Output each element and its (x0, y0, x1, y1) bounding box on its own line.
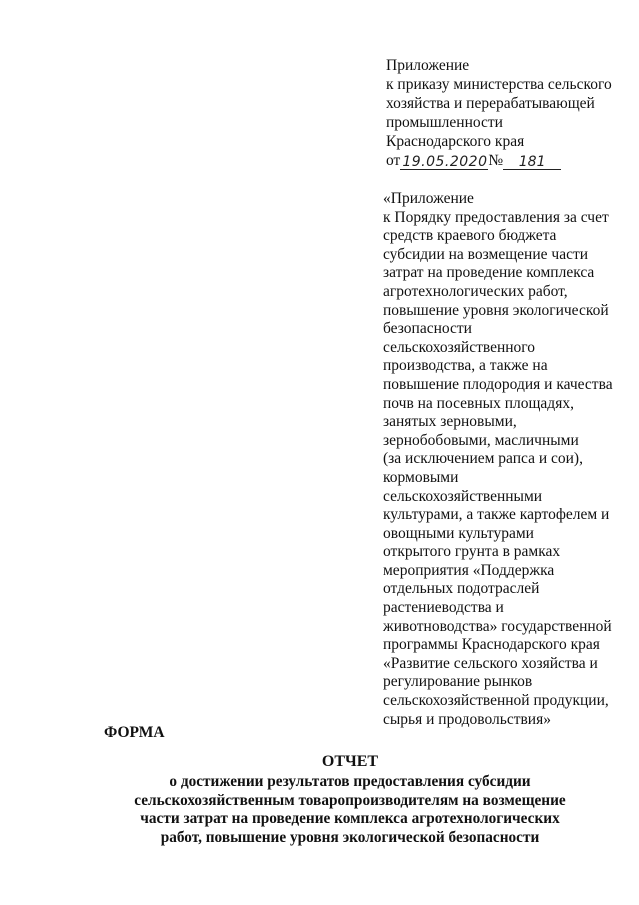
appendix-line: повышение плодородия и качества (383, 375, 613, 393)
form-label: ФОРМА (104, 724, 165, 741)
appendix-line: средств краевого бюджета (383, 227, 557, 245)
appendix-line: регулирование рынков (383, 673, 533, 691)
appendix-line: животноводства» государственной (383, 617, 612, 635)
number-sign: № (488, 152, 504, 169)
appendix-line: мероприятия «Поддержка (383, 561, 555, 579)
appendix-line: сельскохозяйственными (383, 487, 543, 505)
appendix-line: овощными культурами (383, 524, 534, 542)
header-line: к приказу министерства сельского (386, 76, 612, 93)
date-prefix: от (386, 152, 401, 169)
appendix-line: занятых зерновыми, (383, 413, 517, 431)
appendix-line: агротехнологических работ, (383, 282, 568, 300)
report-subtitle-line: части затрат на проведение комплекса агротехнологических (140, 810, 560, 827)
appendix-line: зернобобовыми, масличными (383, 431, 579, 449)
order-header (386, 56, 612, 170)
appendix-line: «Развитие сельского хозяйства и (383, 654, 598, 672)
appendix-line: отдельных подотраслей (383, 580, 540, 598)
appendix-line: безопасности (383, 320, 472, 338)
header-line: хозяйства и перерабатывающей (386, 95, 595, 112)
report-title: ОТЧЕТ (321, 753, 379, 770)
report-subtitle-line: сельскохозяйственным товаропроизводителям на возмещение (134, 791, 566, 809)
report-subtitle-line: о достижении результатов предоставления субсидии (169, 773, 531, 790)
appendix-reference (383, 190, 613, 729)
appendix-line: открытого грунта в рамках (383, 543, 561, 561)
appendix-line: (за исключением рапса и сои), (383, 450, 583, 468)
appendix-line: повышение уровня экологической (383, 301, 609, 319)
appendix-line: «Приложение (383, 190, 474, 207)
header-line: промышленности (386, 114, 503, 131)
report-subtitle-line: работ, повышение уровня экологической безопасности (160, 828, 540, 846)
appendix-line: сырья и продовольствия» (383, 710, 551, 728)
handwritten-order-number: 181 (503, 155, 561, 170)
report-heading (120, 752, 580, 847)
appendix-line: сельскохозяйственного (383, 338, 536, 356)
appendix-line: к Порядку предоставления за счет (383, 208, 609, 226)
header-line: Приложение (386, 57, 470, 74)
appendix-line: почв на посевных площадях, (383, 394, 574, 412)
appendix-line: программы Краснодарского края (383, 636, 600, 654)
appendix-line: растениеводства и (383, 599, 504, 617)
appendix-line: субсидии на возмещение части (383, 245, 589, 263)
order-date-number-row (386, 151, 612, 170)
appendix-line: культурами, а также картофелем и (383, 506, 610, 524)
header-line: Краснодарского края (386, 133, 525, 150)
appendix-line: затрат на проведение комплекса (383, 264, 595, 282)
appendix-line: кормовыми (383, 468, 459, 486)
appendix-line: производства, а также на (383, 357, 548, 375)
appendix-line: сельскохозяйственной продукции, (383, 692, 609, 710)
handwritten-date: 19.05.2020 (402, 154, 488, 170)
